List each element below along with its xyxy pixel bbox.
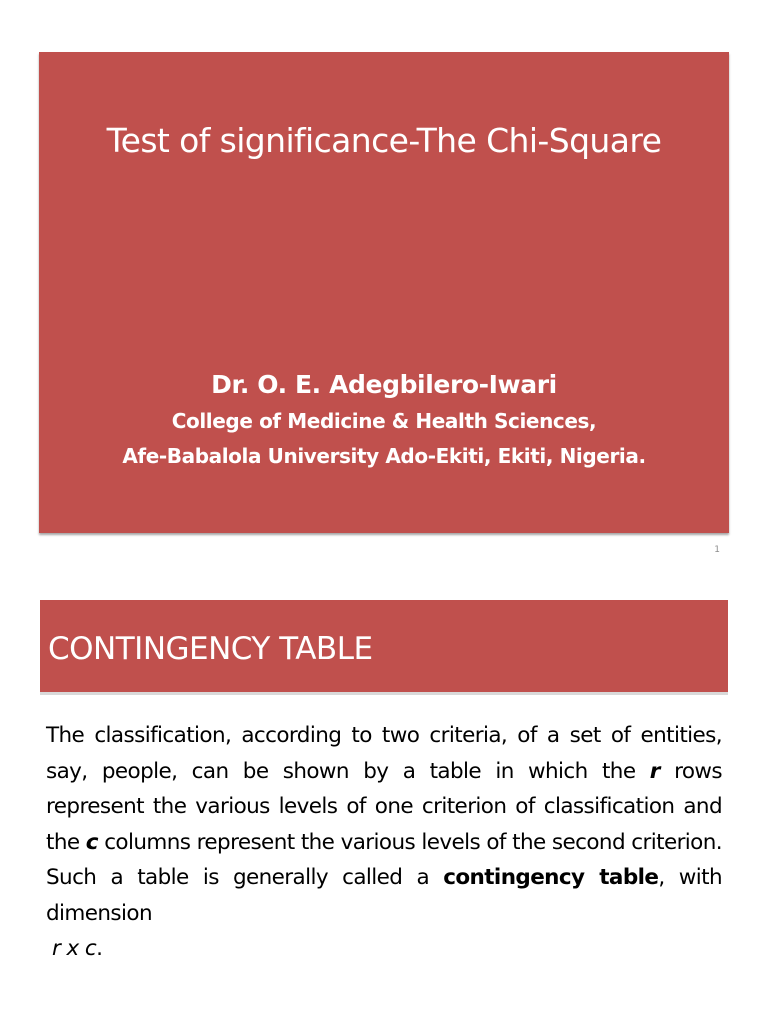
slide-number: 1 [714,545,720,555]
body-paragraph [46,718,722,967]
body-text-part4: , with dimension [46,865,722,926]
slide-title: Test of significance-The Chi-Square [106,121,662,160]
variable-r: r [649,758,660,784]
body-text-part3: columns represent the various levels of the second criterion. Such a table is generally called a [46,829,722,890]
term-contingency-table: contingency table [443,865,659,890]
affiliation-college: College of Medicine & Health Sciences, [171,409,597,433]
affiliation-university: Afe-Babalola University Ado-Ekiti, Ekiti, Nigeria. [122,444,646,468]
author-name: Dr. O. E. Adegbilero-Iwari [211,370,557,399]
section-title: CONTINGENCY TABLE [48,631,373,667]
dimension-period: . [96,936,103,961]
body-text-part1: The classification, according to two criteria, of a set of entities, say, people, can be shown by a table in which the [46,723,722,784]
dimension-line [46,931,722,967]
variable-c: c [85,829,98,855]
section-header-panel [40,600,728,695]
author-block [0,366,768,474]
body-text-part2: rows represent the various levels of one criterion of classification and the [46,758,722,855]
dimension-expression: r x c [52,936,97,961]
